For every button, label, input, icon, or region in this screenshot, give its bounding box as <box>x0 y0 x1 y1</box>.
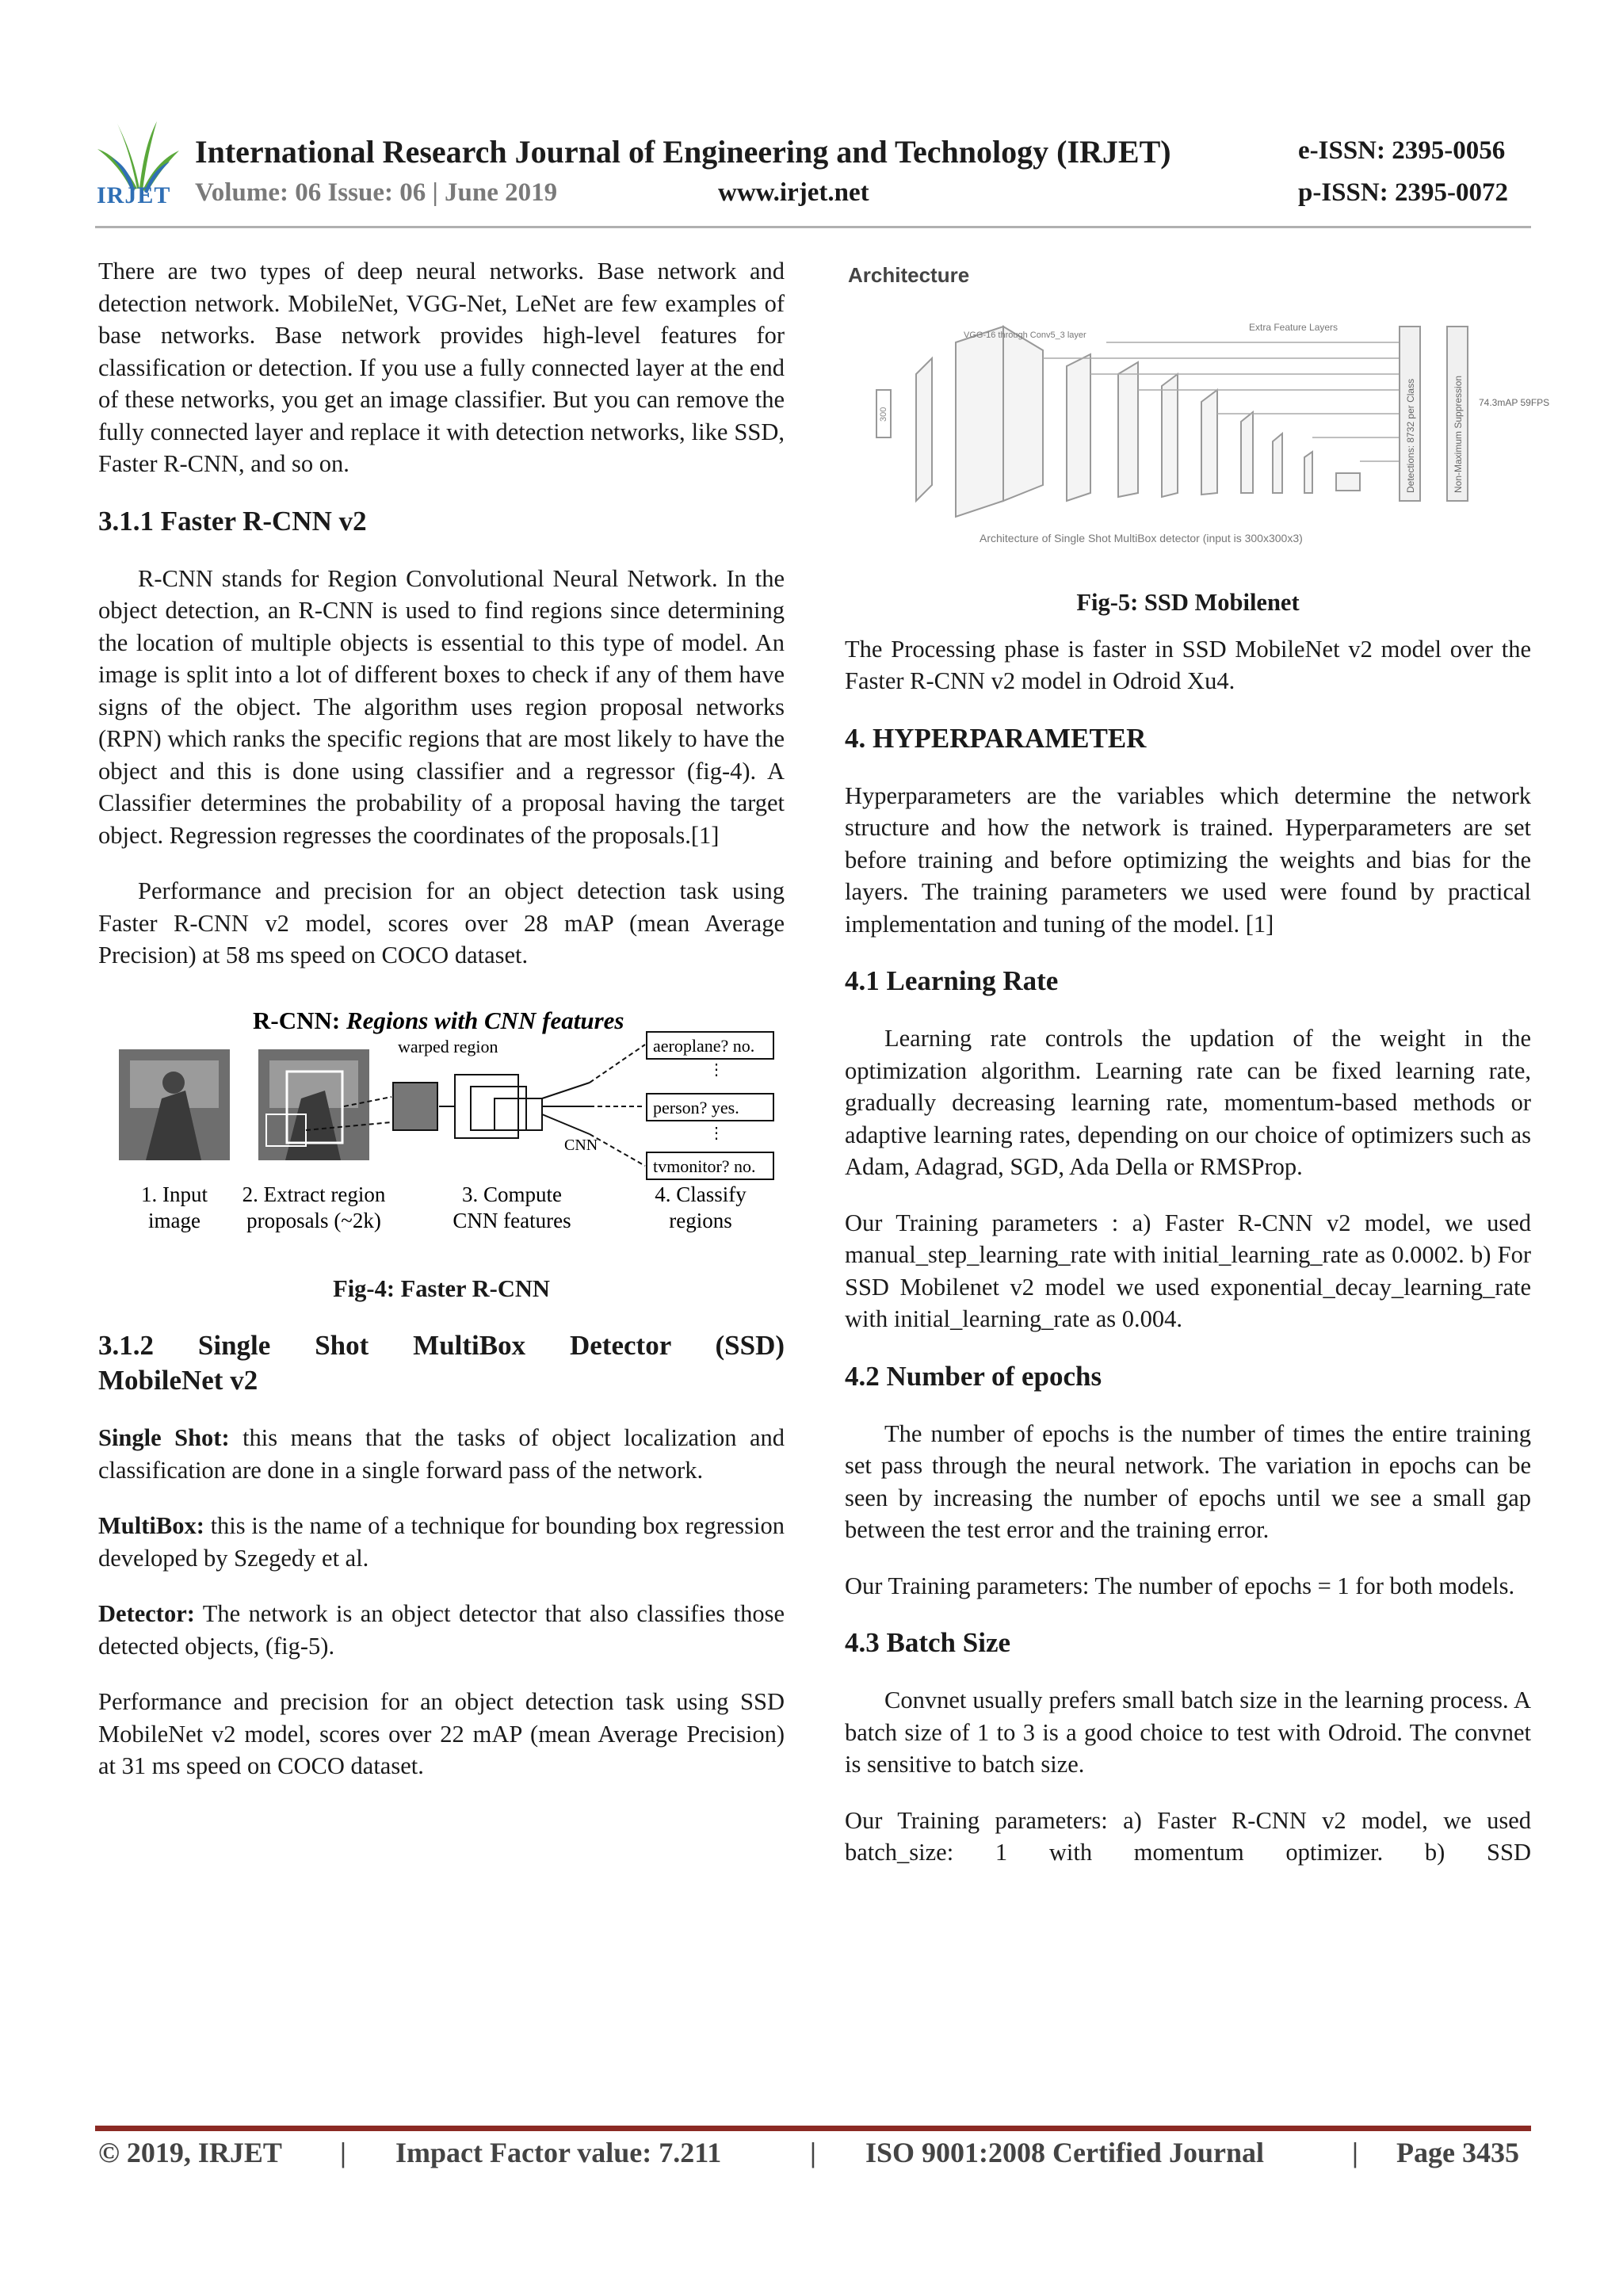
step-4-line2: regions <box>669 1208 732 1232</box>
warped-region-box <box>393 1083 437 1130</box>
epochs-params-paragraph: Our Training parameters: The number of epochs = 1 for both models. <box>845 1572 1515 1599</box>
figure-ssd-architecture <box>845 255 1550 572</box>
footer-separator: | <box>1352 2137 1358 2168</box>
journal-title: International Research Journal of Engineering and Technology (IRJET) <box>195 134 1171 170</box>
footer-impact-factor: Impact Factor value: 7.211 <box>395 2137 722 2168</box>
extra-layers-label: Extra Feature Layers <box>1249 322 1338 333</box>
step-2-line2: proposals (~2k) <box>246 1208 381 1232</box>
detector-label: Detector: <box>98 1600 195 1627</box>
heading-epochs: 4.2 Number of epochs <box>845 1360 1102 1392</box>
step-1-line2: image <box>148 1208 200 1232</box>
step-3-line1: 3. Compute <box>462 1182 562 1206</box>
batch-size-params-paragraph: Our Training parameters: a) Faster R-CNN v2 model, we used batch_size: 1 with momentum optimizer. b) SSD <box>845 1806 1531 1866</box>
detector-text: The network is an object detector that also classifies those detected objects, (fig-5). <box>98 1600 785 1660</box>
svg-text:⋮: ⋮ <box>708 1060 724 1079</box>
hyperparameter-paragraph: Hyperparameters are the variables which determine the network structure and how the network is trained. Hyperparameters are set before training and before optimizing the weights and bias for the layers. The training parameters we used were found by practical implementation and tuning of the model. [1] <box>845 781 1531 938</box>
heading-ssd-line2: MobileNet v2 <box>98 1365 258 1396</box>
cnn-label: CNN <box>564 1136 598 1154</box>
step-2-line1: 2. Extract region <box>242 1182 386 1206</box>
detector-paragraph <box>98 1598 785 1662</box>
ssd-performance-paragraph: Performance and precision for an object detection task using SSD MobileNet v2 model, scores over 22 mAP (mean Average Precision) at 31 ms speed on COCO dataset. <box>98 1688 785 1779</box>
page-header <box>0 0 1623 222</box>
left-column <box>98 255 785 1782</box>
multibox-paragraph <box>98 1510 785 1574</box>
rcnn-performance-paragraph: Performance and precision for an object detection task using Faster R-CNN v2 model, scores over 28 mAP (mean Average Precision) at 58 ms speed on COCO dataset. <box>98 877 785 968</box>
batch-size-paragraph: Convnet usually prefers small batch size in the learning process. A batch size of 1 to 3 is a good choice to test with Odroid. The convnet is sensitive to batch size. <box>845 1687 1531 1778</box>
intro-paragraph: There are two types of deep neural networks. Base network and detection network. MobileNet, VGG-Net, LeNet are few examples of base networks. Base network provides high-level features for classification or detection. If you use a fully connected layer at the end of these networks, you get an image classifier. But you can remove the fully connected layer and replace it with detection networks, like SSD, Faster R-CNN, and so on. <box>98 258 785 477</box>
processing-paragraph: The Processing phase is faster in SSD MobileNet v2 model over the Faster R-CNN v2 model in Odroid Xu4. <box>845 635 1531 694</box>
input-image-thumbnail <box>119 1049 230 1160</box>
heading-ssd-line1: 3.1.2 Single Shot MultiBox Detector (SSD) <box>98 1330 785 1361</box>
p-issn: p-ISSN: 2395-0072 <box>1298 178 1508 207</box>
footer-iso: ISO 9001:2008 Certified Journal <box>865 2137 1264 2168</box>
page-footer <box>98 2136 1531 2176</box>
svg-text:⋮: ⋮ <box>708 1124 724 1142</box>
volume-issue: Volume: 06 Issue: 06 | June 2019 <box>195 178 558 207</box>
footer-copyright: © 2019, IRJET <box>98 2137 282 2168</box>
step-4-line1: 4. Classify <box>655 1182 747 1206</box>
nms-label: Non-Maximum Suppression <box>1453 375 1464 493</box>
output-aeroplane: aeroplane? no. <box>653 1035 755 1056</box>
website-link[interactable]: www.irjet.net <box>718 178 869 207</box>
ssd-layer-stack <box>916 327 1360 517</box>
warped-region-label: warped region <box>398 1036 498 1056</box>
fig4-caption: Fig-4: Faster R-CNN <box>333 1274 550 1302</box>
e-issn: e-ISSN: 2395-0056 <box>1298 136 1506 165</box>
multibox-text: this is the name of a technique for bounding box regression developed by Szegedy et al. <box>98 1512 785 1572</box>
step-1-line1: 1. Input <box>141 1182 208 1206</box>
footer-separator: | <box>340 2137 346 2168</box>
detections-label: Detections: 8732 per Class <box>1405 378 1416 493</box>
heading-faster-rcnn: 3.1.1 Faster R-CNN v2 <box>98 505 367 537</box>
figure-rcnn-diagram <box>98 1003 785 1241</box>
footer-page-number: Page 3435 <box>1396 2137 1519 2168</box>
heading-hyperparameter: 4. HYPERPARAMETER <box>845 722 1147 754</box>
learning-rate-params-paragraph: Our Training parameters : a) Faster R-CNN v2 model, we used manual_step_learning_rate with initial_learning_rate as 0.0002. b) For SSD Mobilenet v2 model we used exponential_decay_learning_rate with initial_learning_rate as 0.004. <box>845 1209 1531 1332</box>
single-shot-text: this means that the tasks of object localization and classification are done in a single forward pass of the network. <box>98 1424 785 1484</box>
map-fps-label: 74.3mAP 59FPS <box>1479 397 1550 408</box>
output-tvmonitor: tvmonitor? no. <box>653 1156 756 1176</box>
output-person: person? yes. <box>653 1097 739 1117</box>
vgg-label: VGG-16 through Conv5_3 layer <box>964 330 1086 340</box>
multibox-label: MultiBox: <box>98 1512 204 1539</box>
epochs-paragraph: The number of epochs is the number of times the entire training set pass through the neural network. The variation in epochs can be seen by increasing the number of epochs until we see a small gap between the test error and the training error. <box>845 1419 1531 1543</box>
heading-learning-rate: 4.1 Learning Rate <box>845 965 1059 996</box>
single-shot-label: Single Shot: <box>98 1424 230 1451</box>
heading-batch-size: 4.3 Batch Size <box>845 1627 1011 1658</box>
logo-text: IRJET <box>97 182 171 208</box>
input-image-label: 300 <box>879 407 888 422</box>
step-3-line2: CNN features <box>453 1208 571 1232</box>
footer-separator: | <box>810 2137 816 2168</box>
rcnn-paragraph: R-CNN stands for Region Convolutional Neural Network. In the object detection, an R-CNN is used to find regions since determining the location of multiple objects is essential to this type of model. An image is split into a lot of different boxes to check if any of them have signs of the object. The algorithm uses region proposal networks (RPN) which ranks the specific regions that are most likely to have the object and this is done using classifier and a regressor (fig-4). A Classifier determines the probability of a proposal having the target object. Regression regresses the coordinates of the proposals.[1] <box>98 564 785 849</box>
header-divider <box>95 226 1531 228</box>
fig4-title: R-CNN: Regions with CNN features <box>253 1006 624 1034</box>
single-shot-paragraph <box>98 1422 785 1486</box>
right-column <box>845 255 1550 1869</box>
footer-divider <box>95 2126 1531 2131</box>
fig5-subcaption: Architecture of Single Shot MultiBox detector (input is 300x300x3) <box>980 532 1303 544</box>
fig5-title: Architecture <box>848 263 970 287</box>
cnn-block <box>439 1075 590 1138</box>
fig5-caption: Fig-5: SSD Mobilenet <box>1076 589 1300 616</box>
learning-rate-paragraph: Learning rate controls the updation of the weight in the optimization algorithm. Learning rate can be fixed learning rate, gradually decreasing learning rate, momentum-based methods or adaptive learning rates, depending on our choice of optimizers such as Adam, Adagrad, SGD, Ada Della or RMSProp. <box>845 1025 1531 1180</box>
